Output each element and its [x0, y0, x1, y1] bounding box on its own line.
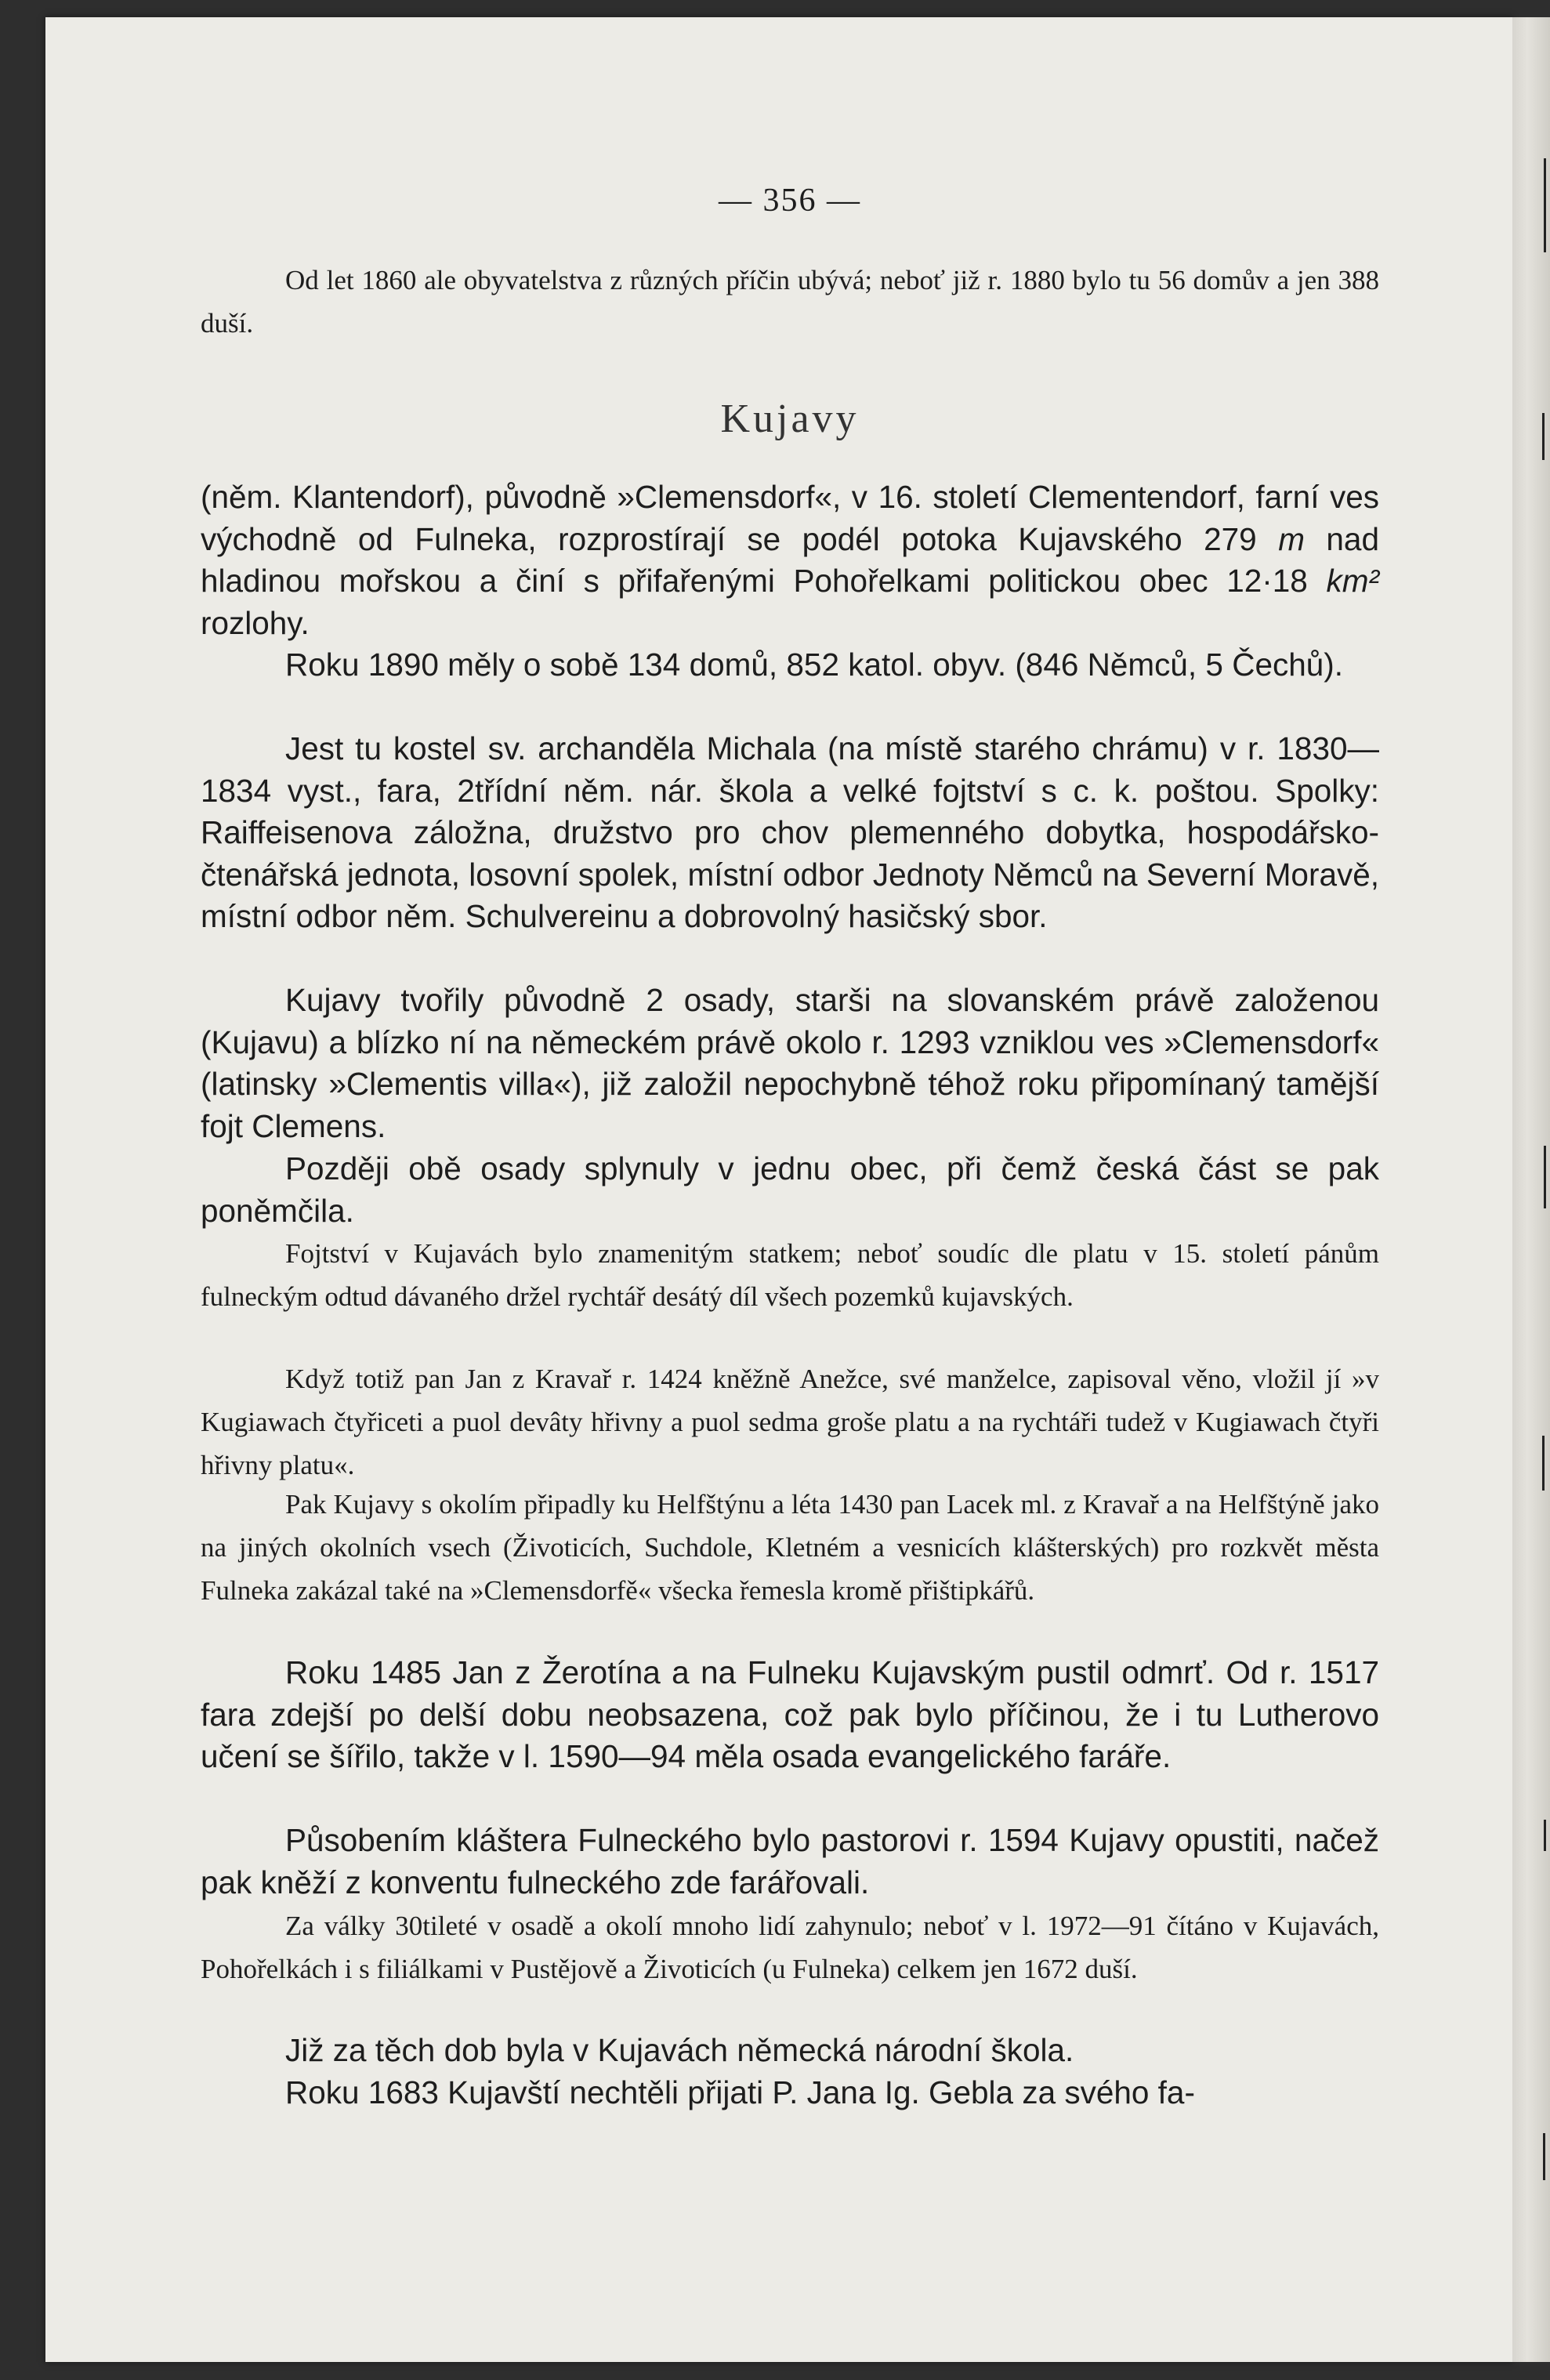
note-fojtstvi: Fojtství v Kujavách bylo znamenitým statkem; neboť soudíc dle platu v 15. století pánům fulneckým odtud dávaného držel rychtář desátý díl všech pozemků kujavských. — [201, 1238, 1379, 1312]
note-kravar: Když totiž pan Jan z Kravař r. 1424 kněžně Anežce, své manželce, zapisoval věno, vložil jí »v Kugiawach čtyřiceti a puol devâty hřivny a puol sedma groše platu a na rychtáři tudež v Kugiawach čtyři hřivny platu«. — [201, 1364, 1379, 1480]
paragraph-population: Roku 1890 měly o sobě 134 domů, 852 katol. obyv. (846 Němců, 5 Čechů). — [285, 647, 1344, 683]
edge-mark — [1544, 158, 1546, 252]
note-helfstyn: Pak Kujavy s okolím připadly ku Helfštýnu a léta 1430 pan Lacek ml. z Kravař a na Helfštýně jako na jiných okolních vsech (Životicích, Suchdole, Kletném a vesnicích klášterských) pro rozkvět města Fulneka zakázal také na »Clemensdorfě« všecka řemesla kromě přištipkářů. — [201, 1489, 1379, 1606]
edge-mark — [1544, 1146, 1546, 1208]
section-heading: Kujavy — [720, 397, 860, 441]
paragraph-etymology — [201, 476, 1379, 644]
note-war: Za války 30tileté v osadě a okolí mnoho lidí zahynulo; neboť v l. 1972—91 čítáno v Kujavách, Pohořelkách i s filiálkami v Pustějově a Životicích (u Fulneka) celkem jen 1672 duší. — [201, 1911, 1379, 1984]
page-number: — 356 — — [719, 183, 861, 219]
edge-mark — [1543, 2133, 1545, 2180]
unit-m: m — [1278, 520, 1305, 557]
paragraph-institutions: Jest tu kostel sv. archanděla Michala (na místě starého chrámu) v r. 1830—1834 vyst., fara, 2třídní něm. nár. škola a velké fojtství s c. k. poštou. Spolky: Raiffeisenova záložna, družstvo pro chov plemenného dobytka, hospodářsko-čtenářská jednota, losovní spolek, místní odbor Jednoty Němců na Severní Moravě, místní odbor něm. Schulvereinu a dobrovolný hasičský sbor. — [201, 730, 1379, 934]
paragraph-history-origin: Kujavy tvořily původně 2 osady, starši na slovanském právě založenou (Kujavu) a blízko ní na německém právě okolo r. 1293 vzniklou ves »Clemensdorf« (latinsky »Clementis villa«), již založil nepochybně téhož roku připomínaný tamější fojt Clemens. — [201, 982, 1379, 1144]
edge-mark — [1544, 1820, 1546, 1851]
intro-paragraph: Od let 1860 ale obyvatelstva z různých příčin ubývá; neboť již r. 1880 bylo tu 56 domův a jen 388 duší. — [201, 265, 1379, 339]
unit-km: km² — [1326, 563, 1379, 599]
paragraph-zerotin: Roku 1485 Jan z Žerotína a na Fulneku Kujavským pustil odmrť. Od r. 1517 fara zdejší po delší dobu neobsazena, což pak bylo příčinou, že i tu Lutherovo učení se šířilo, takže v l. 1590—94 měla osada evangelického faráře. — [201, 1654, 1379, 1774]
text-segment: nad hladinou mořskou a činí s přifařenými Pohořelkami politickou obec 12·18 — [201, 520, 1379, 599]
paragraph-monastery: Působením kláštera Fulneckého bylo pastorovi r. 1594 Kujavy opustiti, načež pak kněží z konventu fulneckého zde farářovali. — [201, 1822, 1379, 1900]
paragraph-merger: Později obě osady splynuly v jednu obec, při čemž česká část se pak poněmčila. — [201, 1150, 1379, 1229]
text-segment: (něm. Klantendorf), původně »Clemensdorf«, v 16. století Clementendorf, farní ves východně od Fulneka, rozprostírají se podél potoka Kujavského 279 — [201, 479, 1379, 557]
edge-mark — [1542, 1436, 1545, 1491]
paragraph-school: Již za těch dob byla v Kujavách německá národní škola. — [285, 2032, 1074, 2068]
text-segment: rozlohy. — [201, 604, 310, 641]
edge-mark — [1542, 413, 1545, 460]
page-edge — [1512, 17, 1550, 2362]
paragraph-1683: Roku 1683 Kujavští nechtěli přijati P. Jana Ig. Gebla za svého fa- — [285, 2074, 1195, 2110]
